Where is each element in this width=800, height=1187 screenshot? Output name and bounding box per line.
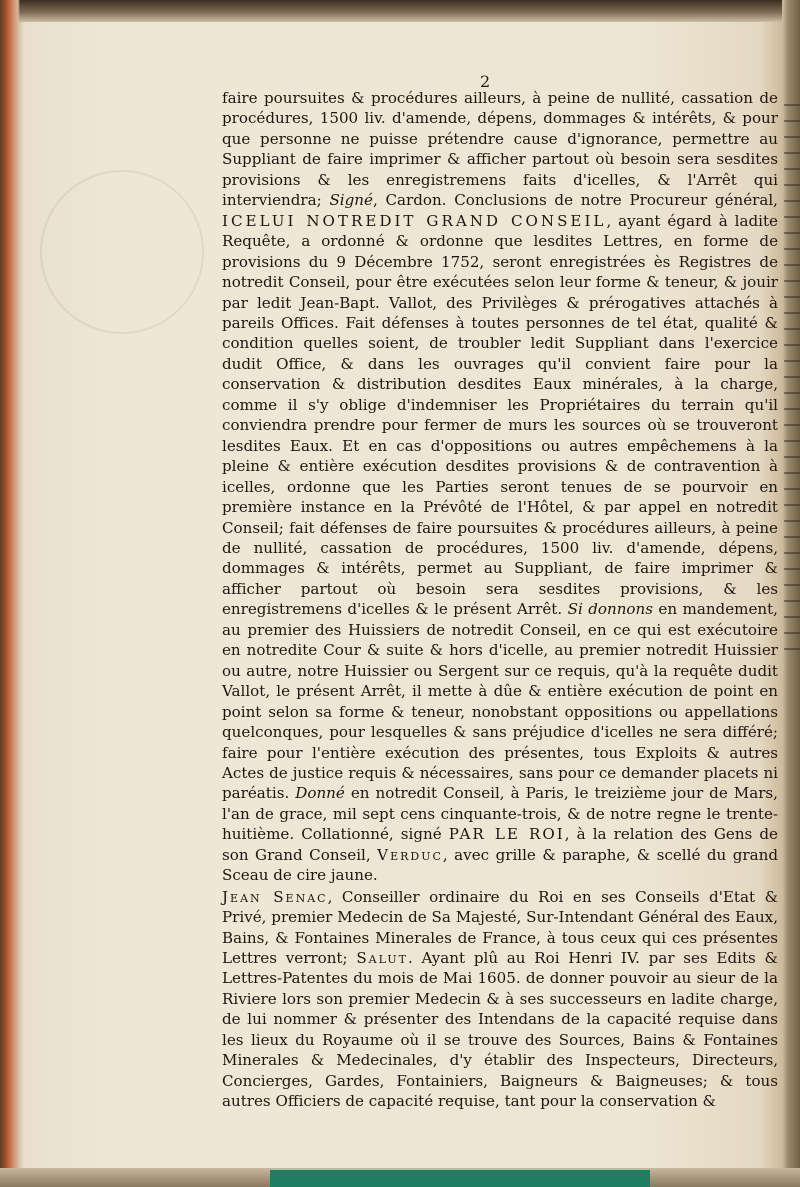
text-run: . Ayant plû au Roi Henri IV. par ses Edits & Lettres-Patentes du mois de Mai 1605. de donner pouvoir au sieur de la Riviere lors son premier Medecin & à ses successeurs en ladite charge, de lui nommer & présenter des Intendans de la capacité requise dans les lieux du Royaume où il se trouve des Sources, Bains & Fontaines Minerales & Medecinales, d'y établir des Inspecteurs, Directeurs, Concierges, Gardes, Fontainiers, Baigneurs & Baigneuses; & tous autres Officiers de capacité requise, tant pour la conservation & <box>222 949 778 1111</box>
si-donnons-phrase: Si donnons <box>567 600 653 619</box>
left-binding-edge <box>0 0 20 1187</box>
top-page-edge <box>0 0 800 22</box>
verduc-signature: Verduc <box>377 845 443 864</box>
paragraph-arret <box>222 88 778 886</box>
senac-name: Jean Senac <box>222 887 328 906</box>
text-run: en mandement, au premier des Huissiers de notredit Conseil, en ce qui est exécutoire en notredite Cour & suite & hors d'icelle, au premier notredit Huissier ou autre, notre Huissier ou Sergent sur ce requis, qu'à la requête dudit Vallot, le présent Arrêt, il mette à dûe & entière exécution de point en point selon sa forme & teneur, nonobstant oppositions ou appellations quelconques, pour lesquelles & sans préjudice d'icelles ne sera différé; faire pour l'entière exécution des présentes, tous Exploits & autres Actes de justice requis & nécessaires, sans pour ce demander placets ni paréatis. <box>222 600 778 803</box>
text-run: , ayant égard à ladite Requête, a ordonné & ordonne que lesdites Lettres, en forme de provisions du 9 Décembre 1752, seront enregistrées ès Registres de notredit Conseil, pour être exécutées selon leur forme & teneur, & jouir par ledit Jean-Bapt. Vallot, des Privilèges & prérogatives attachés à pareils Offices. Fait défenses à toutes personnes de tel état, qualité & condition quelles soient, de troubler ledit Suppliant dans l'exercice dudit Office, & dans les ouvrages qu'il convient faire pour la conservation & distribution desdites Eaux minérales, à la charge, comme il s'y oblige d'indemniser les Propriétaires du terrain qu'il conviendra prendre pour fermer de murs les sources où se trouveront lesdites Eaux. Et en cas d'oppositions ou autres empêchemens à la pleine & entière exécution desdites provisions & de contravention à icelles, ordonne que les Parties seront tenues de se pourvoir en première instance en la Prévôté de l'Hôtel, & par appel en notredit Conseil; fait défenses de faire poursuites & procédures ailleurs, à peine de nullité, cassation de procédures, 1500 liv. d'amende, dépens, dommages & intérêts, permet au Suppliant, de faire imprimer & afficher partout où besoin sera sesdites provisions, & les enregistremens d'icelles & le présent Arrêt. <box>222 211 778 619</box>
text-run: faire poursuites & procédures ailleurs, à peine de nullité, cassation de procédures, 1500 liv. d'amende, dépens, dommages & intérêts, & pour que personne ne puisse prétendre cause d'ignorance, permettre au Suppliant de faire imprimer & afficher partout où besoin sera sesdites provisions & les enregistremens faits d'icelles, & l'Arrêt qui interviendra; <box>222 89 778 210</box>
donne-word: Donné <box>295 784 345 803</box>
text-run: , Conseiller ordinaire du Roi en ses Conseils d'Etat & Privé, premier Medecin de Sa Majesté, Sur-Intendant Général des Eaux, Bains, & Fontaines Minerales de France, à tous ceux qui ces présentes Lettres verront; <box>222 887 778 968</box>
text-run: en notredit Conseil, à Paris, le treizième jour de Mars, l'an de grace, mil sept cens cinquante-trois, & de notre regne le trente-huitième. Collationné, signé <box>222 784 778 844</box>
signe-word: Signé <box>329 191 373 210</box>
text-run: , Cardon. Conclusions de notre Procureur général, <box>372 191 778 210</box>
document-text <box>222 88 778 1112</box>
text-run: , à la relation des Gens de son Grand Conseil, <box>222 825 778 864</box>
paragraph-senac <box>222 887 778 1112</box>
salut-word: Salut <box>356 949 408 968</box>
text-run: , avec grille & paraphe, & scellé du grand Sceau de cire jaune. <box>222 845 778 885</box>
council-title: ICELUI NOTREDIT GRAND CONSEIL <box>222 211 607 230</box>
green-marker-tab <box>270 1170 650 1187</box>
par-le-roi: PAR LE ROI <box>448 825 565 844</box>
faint-stamp-mark <box>40 170 204 334</box>
facing-page-glimpse <box>784 90 800 650</box>
page-number: 2 <box>480 72 491 91</box>
